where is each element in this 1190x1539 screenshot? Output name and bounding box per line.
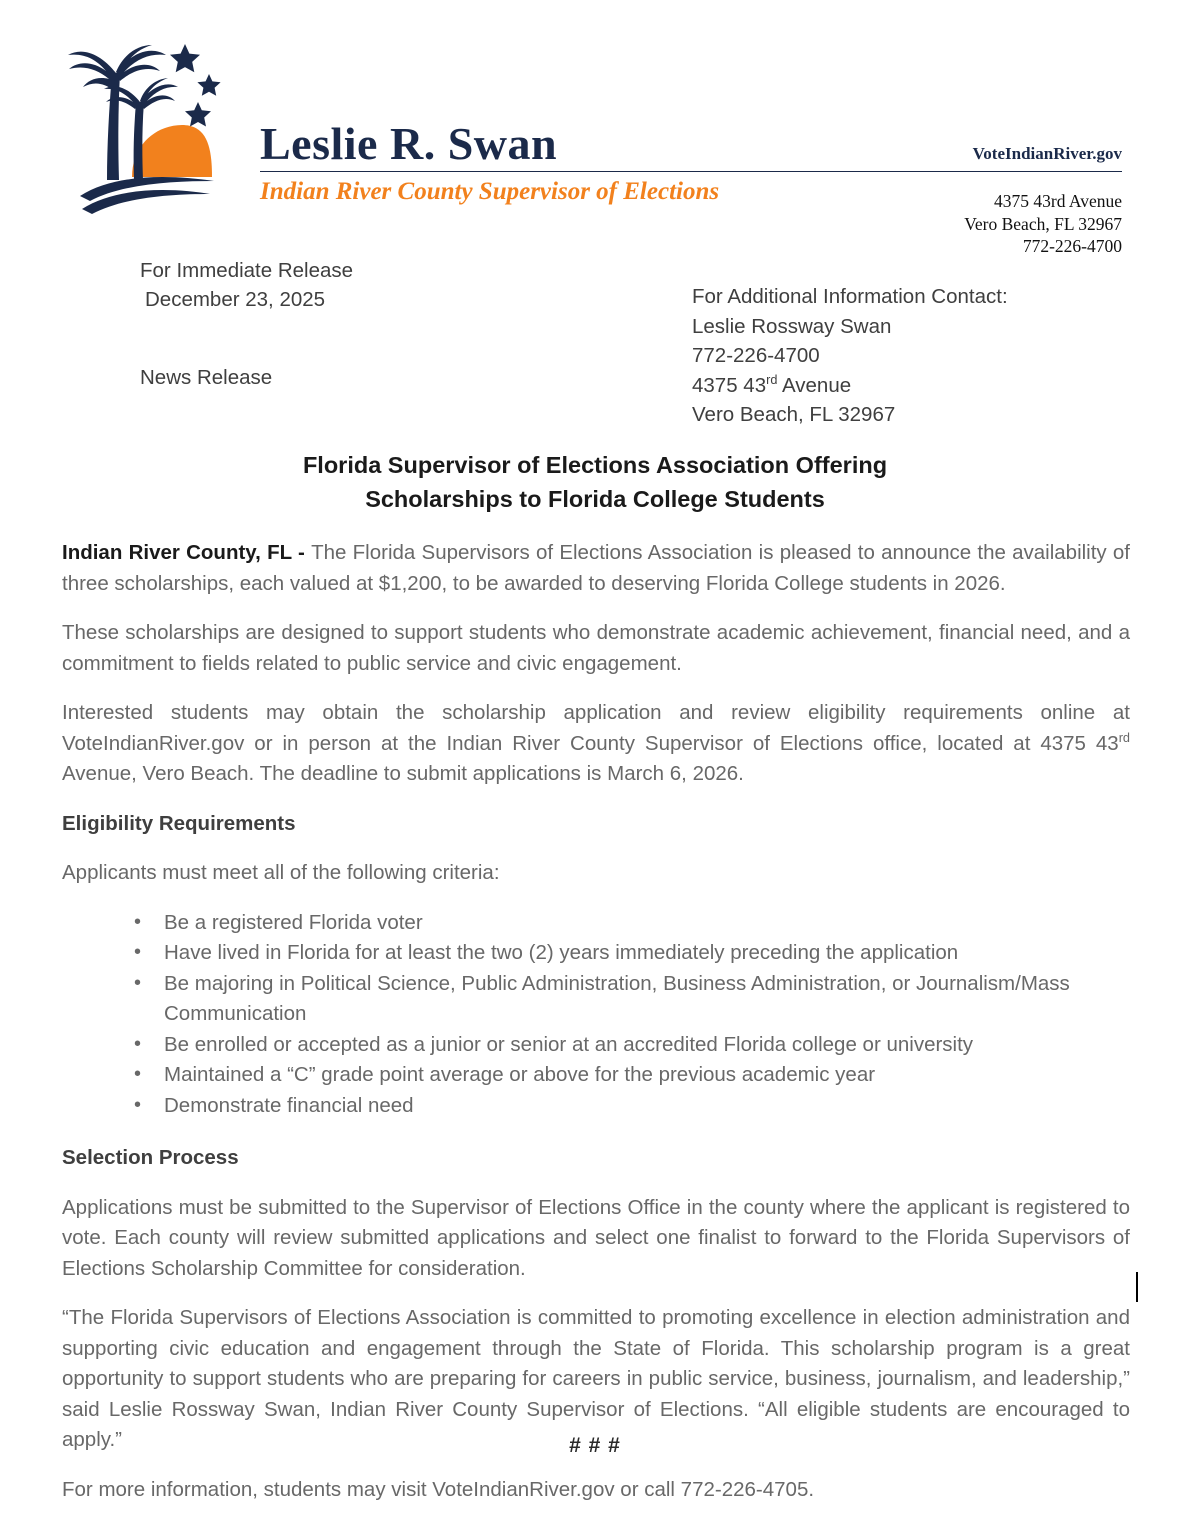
- paragraph-purpose: These scholarships are designed to support students who demonstrate academic achievement, financial need, and a commitment to fields related to public service and civic engagement.: [62, 621, 1130, 675]
- letterhead: [0, 0, 1190, 256]
- contact-city: Vero Beach, FL 32967: [692, 403, 896, 426]
- office-address: [964, 190, 1122, 258]
- selection-body: Applications must be submitted to the Supervisor of Elections Office in the county where the applicant is registered to vote. Each county will review submitted applications and select one finalist to forward to the Florida Supervisors of Elections Scholarship Committee for consideration.: [62, 1195, 1130, 1280]
- quote-paragraph: “The Florida Supervisors of Elections Association is committed to promoting excellence in election administration and supporting civic education and engagement through the State of Florida. This scholarship program is a great opportunity to support students who are preparing for careers in public service, business, journalism, and leadership,” said Leslie Rossway Swan, Indian River County Supervisor of Elections. “All eligible students are encouraged to apply.”: [62, 1306, 1130, 1451]
- list-item: • Be majoring in Political Science, Public Administration, Business Administration, or Journalism/Mass Communication: [134, 969, 1130, 1030]
- eligibility-criteria-list: [62, 908, 1130, 1122]
- end-mark: # # #: [569, 1434, 621, 1457]
- palm-trees-sunset-logo-icon: [60, 25, 240, 215]
- contact-phone: 772-226-4700: [692, 344, 820, 367]
- contact-street: [692, 371, 1008, 401]
- contact-name: Leslie Rossway Swan: [692, 314, 892, 338]
- contact-street-number: 4375 43: [692, 373, 767, 397]
- paragraph-howto: [62, 698, 1130, 790]
- paragraph-intro: [62, 538, 1130, 599]
- list-item: • Have lived in Florida for at least the two (2) years immediately preceding the application: [134, 938, 1130, 969]
- release-timing-label: For Immediate Release: [140, 259, 354, 282]
- headline-line-2: Scholarships to Florida College Students: [365, 486, 825, 512]
- headline-line-1: Florida Supervisor of Elections Association Offering: [302, 452, 888, 478]
- contact-street-ordinal: rd: [766, 371, 778, 387]
- paragraph-intro-text: The Florida Supervisors of Elections Association is pleased to announce the availability of three scholarships, each valued at $1,200, to be awarded to deserving Florida College students in 2026.: [62, 541, 1131, 595]
- eligibility-intro: Applicants must meet all of the following criteria:: [62, 861, 500, 884]
- paragraph-howto-text-a: Interested students may obtain the scholarship application and review eligibility requirements online at VoteIndianRiver.gov or in person at the Indian River County Supervisor of Elections office, located at 4375 43: [62, 701, 1130, 755]
- office-title: Indian River County Supervisor of Elections: [260, 178, 720, 205]
- eligibility-heading: Eligibility Requirements: [62, 811, 296, 835]
- release-date: December 23, 2025: [145, 288, 326, 311]
- website-url[interactable]: VoteIndianRiver.gov: [972, 144, 1122, 163]
- article-body: [62, 538, 1130, 1524]
- closing-info: For more information, students may visit VoteIndianRiver.gov or call 772-226-4705.: [62, 1477, 815, 1501]
- office-address-street: 4375 43rd Avenue: [994, 191, 1122, 211]
- contact-street-name: Avenue: [777, 373, 852, 397]
- contact-block: [692, 282, 1008, 430]
- officer-name: Leslie R. Swan: [260, 118, 558, 169]
- office-address-phone: 772-226-4700: [1022, 236, 1122, 256]
- office-address-city: Vero Beach, FL 32967: [964, 213, 1122, 234]
- list-item: • Be enrolled or accepted as a junior or senior at an accredited Florida college or university: [134, 1030, 1130, 1061]
- release-timing-block: [140, 256, 353, 314]
- paragraph-howto-text-b: Avenue, Vero Beach. The deadline to submit applications is March 6, 2026.: [62, 762, 744, 785]
- page-title: [62, 448, 1128, 516]
- list-item: • Be a registered Florida voter: [134, 908, 1130, 939]
- paragraph-howto-ordinal: rd: [1118, 729, 1130, 745]
- contact-heading: For Additional Information Contact:: [692, 285, 1008, 308]
- selection-heading: Selection Process: [62, 1146, 239, 1169]
- dateline: Indian River County, FL -: [62, 541, 312, 564]
- list-item: • Maintained a “C” grade point average or above for the previous academic year: [134, 1060, 1130, 1091]
- text-cursor-caret: [1136, 1272, 1138, 1302]
- list-item: • Demonstrate financial need: [134, 1091, 1130, 1122]
- document-type-label: News Release: [140, 366, 273, 389]
